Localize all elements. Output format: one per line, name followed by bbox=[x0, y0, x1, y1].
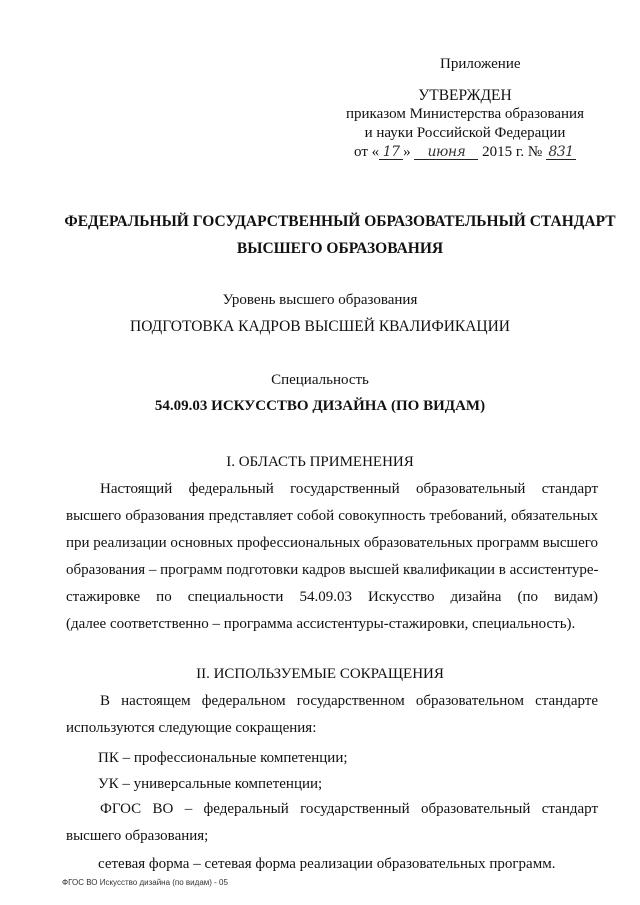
paragraph-line: стажировке по специальности 54.09.03 Искусство дизайна (по видам) bbox=[66, 589, 598, 605]
approved-label: УТВЕРЖДЕН bbox=[418, 87, 512, 104]
section2-intro bbox=[66, 688, 598, 742]
appendix-label: Приложение bbox=[440, 56, 521, 72]
handwritten-day: 17 bbox=[379, 145, 403, 160]
date-year: 2015 г. № bbox=[482, 144, 543, 160]
abbreviation-item-fgos bbox=[66, 796, 598, 850]
education-level-label: Уровень высшего образования bbox=[222, 292, 418, 308]
paragraph-line: ФГОС ВО – федеральный государственный образовательный стандарт bbox=[100, 801, 598, 817]
handwritten-number: 831 bbox=[546, 145, 576, 160]
handwritten-month: июня bbox=[414, 145, 478, 160]
document-title-line2: ВЫСШЕГО ОБРАЗОВАНИЯ bbox=[236, 240, 444, 257]
paragraph-line: образования – программ подготовки кадров высшей квалификации в ассистентуре- bbox=[66, 562, 599, 578]
approval-order-line: приказом Министерства образования bbox=[346, 106, 584, 122]
specialty-label: Специальность bbox=[271, 372, 369, 388]
abbreviation-item-uk: УК – универсальные компетенции; bbox=[98, 776, 323, 792]
education-level-value: ПОДГОТОВКА КАДРОВ ВЫСШЕЙ КВАЛИФИКАЦИИ bbox=[130, 318, 510, 335]
paragraph-line: высшего образования представляет собой совокупность требований, обязательных bbox=[66, 508, 598, 524]
paragraph-line: при реализации основных профессиональных образовательных программ высшего bbox=[66, 535, 599, 551]
paragraph-line: высшего образования; bbox=[66, 828, 209, 844]
section1-heading: I. ОБЛАСТЬ ПРИМЕНЕНИЯ bbox=[226, 454, 414, 470]
paragraph-line: используются следующие сокращения: bbox=[66, 720, 317, 736]
specialty-value: 54.09.03 ИСКУССТВО ДИЗАЙНА (ПО ВИДАМ) bbox=[154, 398, 486, 414]
paragraph-line: Настоящий федеральный государственный образовательный стандарт bbox=[100, 481, 598, 497]
page-footer: ФГОС ВО Искусство дизайна (по видам) - 05 bbox=[62, 878, 228, 887]
approval-date-line bbox=[330, 143, 600, 162]
date-prefix: от « bbox=[354, 144, 380, 160]
date-mid: » bbox=[403, 144, 411, 160]
approval-block bbox=[330, 86, 600, 162]
approval-ministry-line: и науки Российской Федерации bbox=[364, 125, 566, 141]
paragraph-line: (далее соответственно – программа ассистентуры-стажировки, специальность). bbox=[66, 616, 576, 632]
abbreviation-item-pk: ПК – профессиональные компетенции; bbox=[98, 750, 348, 766]
paragraph-line: В настоящем федеральном государственном образовательном стандарте bbox=[100, 693, 598, 709]
document-title-line1: ФЕДЕРАЛЬНЫЙ ГОСУДАРСТВЕННЫЙ ОБРАЗОВАТЕЛЬНЫЙ СТАНДАРТ bbox=[64, 213, 616, 230]
section1-paragraph bbox=[66, 476, 598, 638]
abbreviation-item-network: сетевая форма – сетевая форма реализации образовательных программ. bbox=[98, 856, 556, 872]
section2-heading: II. ИСПОЛЬЗУЕМЫЕ СОКРАЩЕНИЯ bbox=[196, 666, 444, 682]
